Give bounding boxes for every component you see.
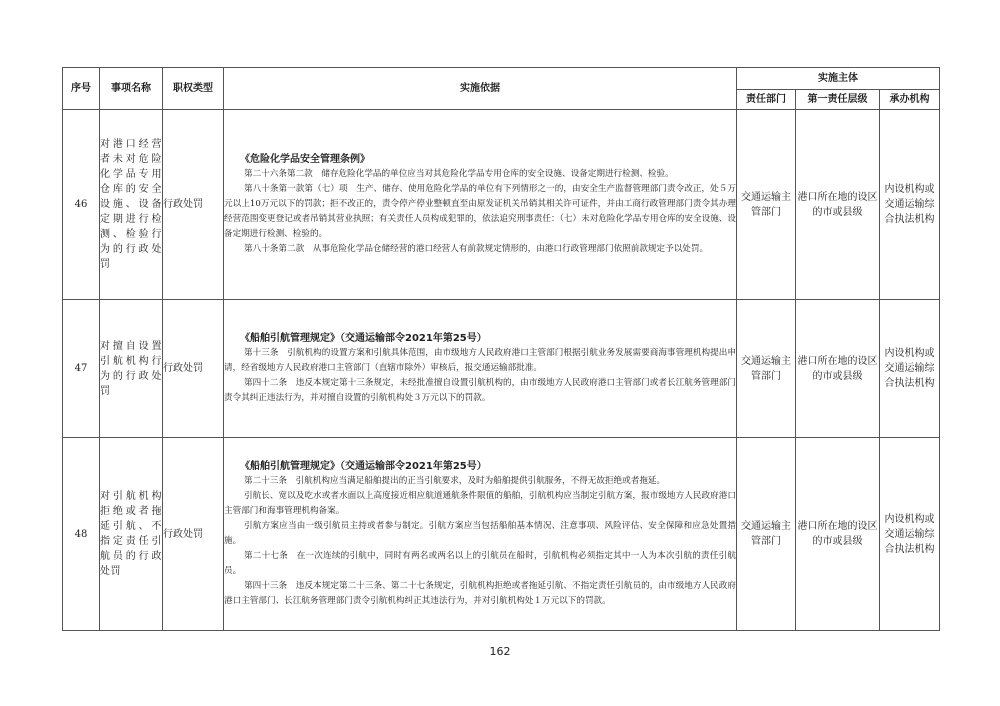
row-number: 47 [63,300,100,438]
legal-basis [224,438,737,631]
basis-paragraph: 第二十六条第二款 储存危险化学品的单位应当对其危险化学品专用仓库的安全设施、设备定期进行检测、检验。 [244,169,674,179]
basis-paragraph: 引航长、宽以及吃水或者水面以上高度接近相应航道通航条件限值的船舶，引航机构应当制定引航方案，报市级地方人民政府港口主管部门和海事管理机构备案。 [224,491,736,516]
basis-paragraph: 第四十三条 违反本规定第二十三条、第二十七条规定，引航机构拒绝或者拖延引航、不指定责任引航员的，由市级地方人民政府港口主管部门、长江航务管理部门责令引航机构纠正其违法行为，并对引航机构处１万元以下的罚款。 [224,581,736,606]
responsibility-level: 港口所在地的设区的市或县级 [796,110,880,300]
responsible-dept: 交通运输主管部门 [737,300,796,438]
authority-type: 行政处罚 [163,110,224,300]
table-row [63,438,940,631]
header-name: 事项名称 [100,68,163,110]
responsible-dept: 交通运输主管部门 [737,438,796,631]
basis-paragraph: 第二十三条 引航机构应当满足船舶提出的正当引航要求，及时为船舶提供引航服务，不得无故拒绝或者拖延。 [244,476,666,486]
table-row [63,110,940,300]
authority-table [62,67,940,631]
responsibility-level: 港口所在地的设区的市或县级 [796,300,880,438]
authority-type: 行政处罚 [163,300,224,438]
legal-basis [224,110,737,300]
header-subject: 实施主体 [737,68,940,90]
page-number: 162 [489,645,511,658]
basis-paragraph: 第八十条第二款 从事危险化学品仓储经营的港口经营人有前款规定情形的，由港口行政管理部门依照前款规定予以处罚。 [244,244,709,254]
table-row [63,300,940,438]
law-title: 《船舶引航管理规定》（交通运输部令2021年第25号） [240,461,487,472]
handling-org: 内设机构或交通运输综合执法机构 [880,438,940,631]
header-dept: 责任部门 [737,90,796,110]
responsibility-level: 港口所在地的设区的市或县级 [796,438,880,631]
law-title: 《船舶引航管理规定》（交通运输部令2021年第25号） [240,333,487,344]
basis-paragraph: 引航方案应当由一级引航员主持或者参与制定。引航方案应当包括船舶基本情况、注意事项、风险评估、安全保障和应急处置措施。 [224,521,736,546]
header-level: 第一责任层级 [796,90,880,110]
handling-org: 内设机构或交通运输综合执法机构 [880,110,940,300]
header-type: 职权类型 [163,68,224,110]
header-seq: 序号 [63,68,100,110]
responsible-dept: 交通运输主管部门 [737,110,796,300]
basis-paragraph: 第四十二条 违反本规定第十三条规定，未经批准擅自设置引航机构的，由市级地方人民政府港口主管部门或者长江航务管理部门责令其纠正违法行为，并对擅自设置的引航机构处３万元以下的罚款。 [224,378,736,403]
basis-paragraph: 第八十条第一款第（七）项 生产、储存、使用危险化学品的单位有下列情形之一的，由安全生产监督管理部门责令改正，处５万元以上10万元以下的罚款；拒不改正的，责令停产停业整顿直至由原发证机关吊销其相关许可证件，并由工商行政管理部门责令其办理经营范围变更登记或者吊销其营业执照；有关责任人员构成犯罪的，依法追究刑事责任：（七）未对危险化学品专用仓库的安全设施、设备定期进行检测、检验的。 [224,184,736,239]
row-number: 48 [63,438,100,631]
header-org: 承办机构 [880,90,940,110]
item-name: 对擅自设置引航机构行为的行政处罚 [100,300,163,438]
basis-paragraph: 第二十七条 在一次连续的引航中，同时有两名或两名以上的引航员在船时，引航机构必须指定其中一人为本次引航的责任引航员。 [224,551,736,576]
legal-basis [224,300,737,438]
item-name: 对港口经营者未对危险化学品专用仓库的安全设施、设备定期进行检测、检验行为的行政处罚 [100,110,163,300]
header-basis: 实施依据 [224,68,737,110]
law-title: 《危险化学品安全管理条例》 [240,154,370,165]
authority-type: 行政处罚 [163,438,224,631]
handling-org: 内设机构或交通运输综合执法机构 [880,300,940,438]
row-number: 46 [63,110,100,300]
item-name: 对引航机构拒绝或者拖延引航、不指定责任引航员的行政处罚 [100,438,163,631]
basis-paragraph: 第十三条 引航机构的设置方案和引航具体范围，由市级地方人民政府港口主管部门根据引航业务发展需要商海事管理机构提出申请，经省级地方人民政府港口主管部门（直辖市除外）审核后，报交通运输部批准。 [224,348,736,373]
